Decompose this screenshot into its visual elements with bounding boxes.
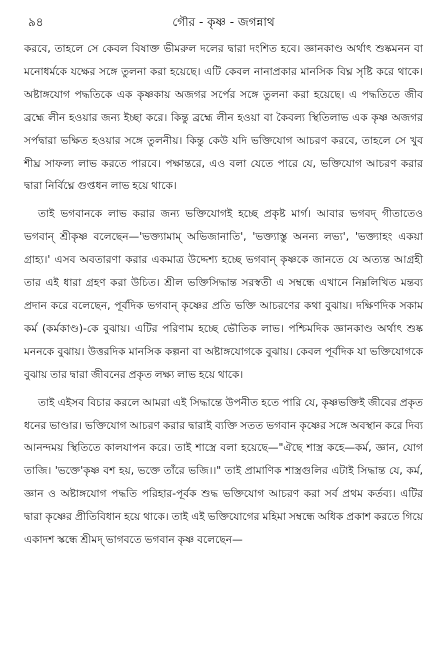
body-text	[24, 38, 423, 552]
page-header	[24, 12, 423, 38]
paragraph-2: তাই ভগবানকে লাভ করার জন্য ভক্তিযোগই হচ্ছে প্রকৃষ্ট মার্গ। আবার ভগবদ্ গীতাতেও ভগবান্ শ্রীকৃষ্ণ বলেছেন—'ভক্ত্যামাম্ অভিজানাতি', 'ভক্ত্যাস্তু অনন্য লভ্য', 'ভক্ত্যাহং একয়া গ্রাহ্য।' এসব অবতারণা করার একমাত্র উদ্দেশ্য হচ্ছে ভগবান্ কৃষ্ণকে জানতে যে অত্যন্ত আগ্রহী তার এই ধারা গ্রহণ করা উচিত। শ্রীল ভক্তিসিদ্ধান্ত সরস্বতী এ সম্বন্ধে এখানে নিম্নলিখিত মন্তব্য প্রদান করে বলেছেন, পূর্বদিক ভগবান্ কৃষ্ণের প্রতি ভক্তি আচরণের কথা বুঝায়। দক্ষিণদিক সকাম কর্ম (কর্মকাণ্ড)-কে বুঝায়। এটির পরিণাম হচ্ছে ভৌতিক লাভ। পশ্চিমদিক জ্ঞানকাণ্ড অর্থাৎ শুষ্ক মননকে বুঝায়। উত্তরদিক মানসিক কল্পনা বা অষ্টাঙ্গযোগকে বুঝায়। কেবল পূর্বদিক যা ভক্তিযোগকে বুঝায় তার দ্বারা জীবনের প্রকৃত লক্ষ্য লাভ হয়ে থাকে।	[24, 208, 423, 381]
paragraph-1: করবে, তাহলে সে কেবল বিষাক্ত ভীমরুল দলের দ্বারা দংশিত হবে। জ্ঞানকাণ্ড অর্থাৎ শুষ্কমনন বা মনোধর্মকে যক্ষের সঙ্গে তুলনা করা হয়েছে। এটি কেবল নানাপ্রকার মানসিক বিঘ্ন সৃষ্টি করে থাকে। অষ্টাঙ্গযোগ পদ্ধতিকে এক কৃষ্ণকায় অজগর সর্পের সঙ্গে তুলনা করা হয়েছে। এ পদ্ধতিতে জীব ব্রহ্মে লীন হওয়ার জন্য ইচ্ছা করে। কিন্তু ব্রহ্মে লীন হওয়া বা কৈবল্য স্থিতিলাভ এক কৃষ্ণ অজগর সর্পদ্বারা ভক্ষিত হওয়ার সঙ্গে তুলনীয়। কিন্তু কেউ যদি ভক্তিযোগ আচরণ করবে, তাহলে সে খুব শীঘ্র সাফল্য লাভ করতে পারবে। পক্ষান্তরে, এও বলা যেতে পারে যে, ভক্তিযোগ আচরণ করার দ্বারা নির্বিঘ্নে গুপ্তধন লাভ হয়ে থাকে।	[24, 43, 423, 193]
running-title: গৌর - কৃষ্ণ - জগন্নাথ	[172, 15, 275, 29]
paragraph-3: তাই এইসব বিচার করলে আমরা এই সিদ্ধান্তে উপনীত হতে পারি যে, কৃষ্ণভক্তিই জীবের প্রকৃত ধনের ভাণ্ডার। ভক্তিযোগ আচরণ করার দ্বারাই ব্যক্তি সতত ভগবান কৃষ্ণের সঙ্গে অবস্থান করে দিব্য আনন্দময় স্থিতিতে কালযাপন করে। তাই শাস্ত্রে বলা হয়েছে—"ঐছে শাস্ত্র কহে—কর্ম, জ্ঞান, যোগ তাজি। 'ভক্তে'কৃষ্ণ বশ হয়, ভক্তে তাঁরে ভজি।।" তাই প্রামাণিক শাস্ত্রগুলির এটাই সিদ্ধান্ত যে, কর্ম, জ্ঞান ও অষ্টাঙ্গযোগ পদ্ধতি পরিহার-পূর্বক শুদ্ধ ভক্তিযোগ আচরণ করা সর্ব প্রথম কর্তব্য। এটির দ্বারা কৃষ্ণের প্রীতিবিধান হয়ে থাকে। তাই এই ভক্তিযোগের মহিমা সম্বন্ধে অধিক প্রকাশ করতে গিয়ে একাদশ স্কন্ধে শ্রীমদ্ ভাগবতে ভগবান কৃষ্ণ বলেছেন—	[24, 396, 423, 547]
page-number: ৯৪	[28, 15, 44, 29]
